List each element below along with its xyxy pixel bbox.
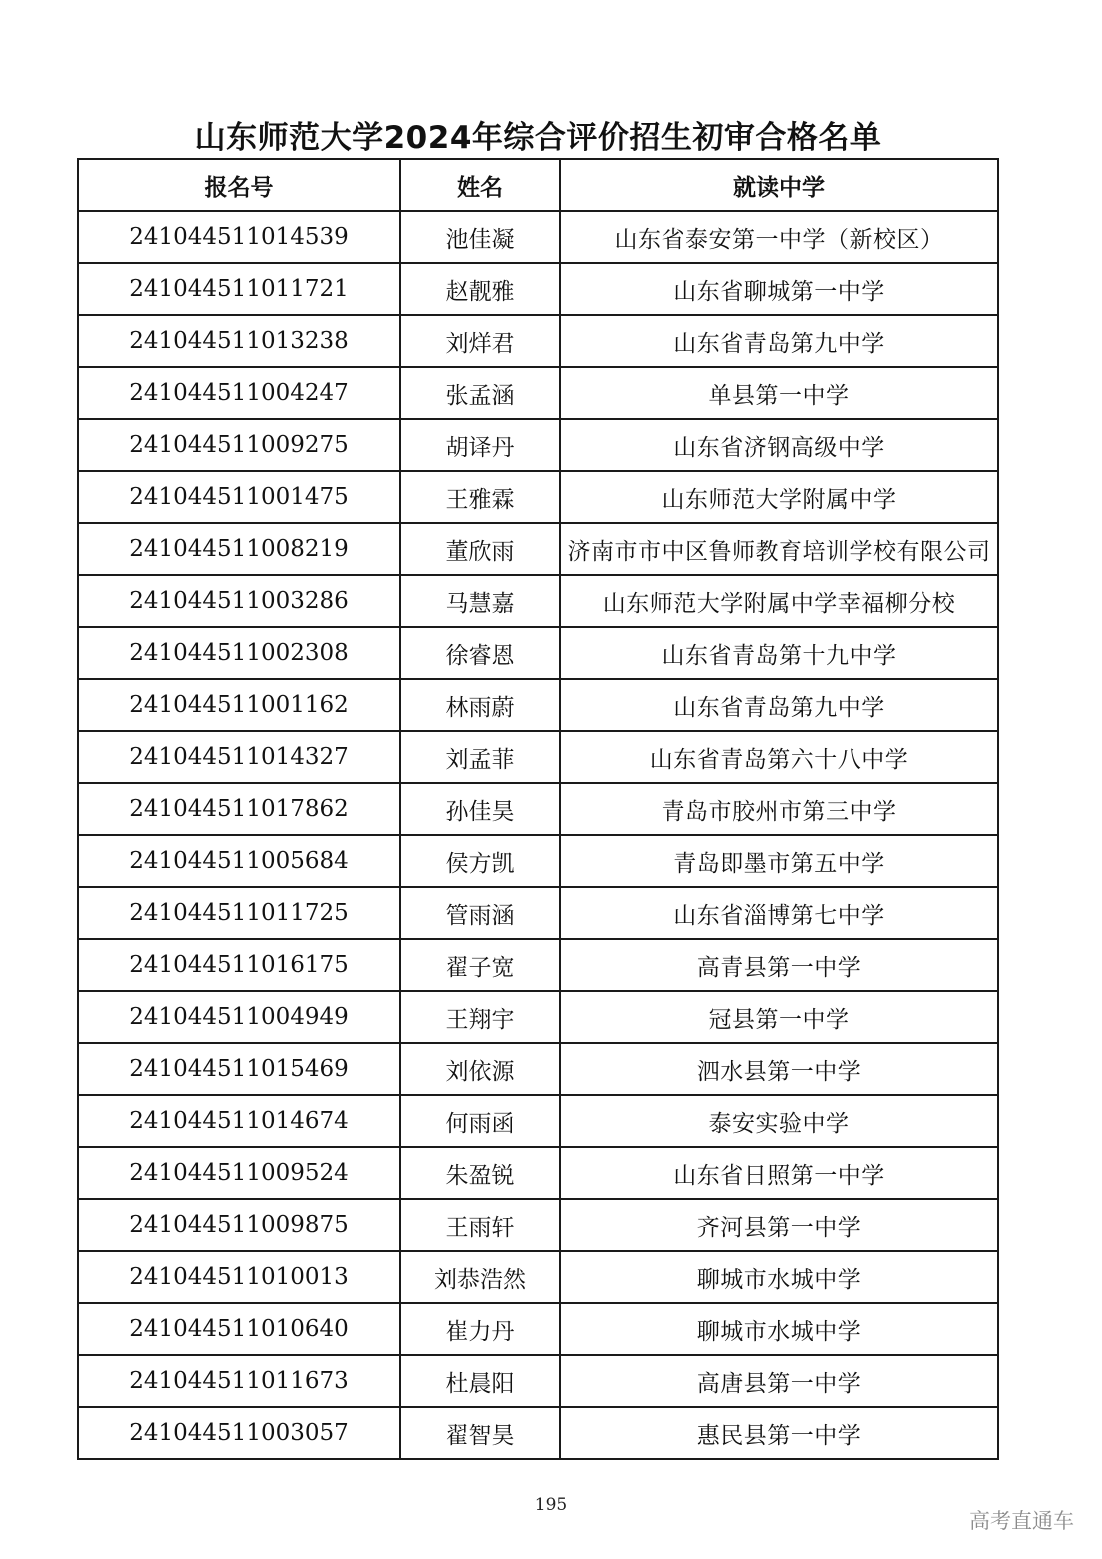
high-school-cell: 泗水县第一中学 <box>560 1043 998 1095</box>
registration-number-cell: 241044511013238 <box>78 315 400 367</box>
table-row <box>78 1199 998 1251</box>
registration-number-cell: 241044511011673 <box>78 1355 400 1407</box>
registration-number-cell: 241044511014539 <box>78 211 400 263</box>
header-name: 姓名 <box>400 159 560 211</box>
student-name-cell: 刘烊君 <box>400 315 560 367</box>
high-school-cell: 山东省聊城第一中学 <box>560 263 998 315</box>
student-name-cell: 翟智昊 <box>400 1407 560 1459</box>
high-school-cell: 单县第一中学 <box>560 367 998 419</box>
registration-number-cell: 241044511009875 <box>78 1199 400 1251</box>
student-name-cell: 王雨轩 <box>400 1199 560 1251</box>
registration-number-cell: 241044511009275 <box>78 419 400 471</box>
student-name-cell: 朱盈锐 <box>400 1147 560 1199</box>
high-school-cell: 山东省青岛第十九中学 <box>560 627 998 679</box>
table-row <box>78 523 998 575</box>
high-school-cell: 冠县第一中学 <box>560 991 998 1043</box>
high-school-cell: 山东省济钢高级中学 <box>560 419 998 471</box>
table-row <box>78 783 998 835</box>
page-number: 195 <box>534 1495 568 1515</box>
registration-number-cell: 241044511014327 <box>78 731 400 783</box>
registration-number-cell: 241044511011721 <box>78 263 400 315</box>
registration-number-cell: 241044511001475 <box>78 471 400 523</box>
student-name-cell: 张孟涵 <box>400 367 560 419</box>
high-school-cell: 泰安实验中学 <box>560 1095 998 1147</box>
high-school-cell: 山东师范大学附属中学 <box>560 471 998 523</box>
registration-number-cell: 241044511003057 <box>78 1407 400 1459</box>
high-school-cell: 高唐县第一中学 <box>560 1355 998 1407</box>
student-name-cell: 崔力丹 <box>400 1303 560 1355</box>
registration-number-cell: 241044511008219 <box>78 523 400 575</box>
student-name-cell: 赵靓雅 <box>400 263 560 315</box>
table-body <box>78 211 998 1459</box>
high-school-cell: 山东省青岛第六十八中学 <box>560 731 998 783</box>
student-name-cell: 管雨涵 <box>400 887 560 939</box>
registration-number-cell: 241044511017862 <box>78 783 400 835</box>
student-name-cell: 侯方凯 <box>400 835 560 887</box>
registration-number-cell: 241044511005684 <box>78 835 400 887</box>
high-school-cell: 山东省淄博第七中学 <box>560 887 998 939</box>
registration-number-cell: 241044511016175 <box>78 939 400 991</box>
student-name-cell: 胡译丹 <box>400 419 560 471</box>
student-name-cell: 林雨蔚 <box>400 679 560 731</box>
student-name-cell: 杜晨阳 <box>400 1355 560 1407</box>
registration-number-cell: 241044511003286 <box>78 575 400 627</box>
table-row <box>78 1251 998 1303</box>
student-name-cell: 王翔宇 <box>400 991 560 1043</box>
student-name-cell: 何雨函 <box>400 1095 560 1147</box>
high-school-cell: 山东省青岛第九中学 <box>560 679 998 731</box>
table-row <box>78 939 998 991</box>
table-row <box>78 367 998 419</box>
table-row <box>78 679 998 731</box>
table-row <box>78 731 998 783</box>
table-row <box>78 211 998 263</box>
table-row <box>78 263 998 315</box>
table-row <box>78 1147 998 1199</box>
high-school-cell: 高青县第一中学 <box>560 939 998 991</box>
registration-number-cell: 241044511010640 <box>78 1303 400 1355</box>
high-school-cell: 青岛即墨市第五中学 <box>560 835 998 887</box>
registration-number-cell: 241044511014674 <box>78 1095 400 1147</box>
table-row <box>78 1355 998 1407</box>
high-school-cell: 青岛市胶州市第三中学 <box>560 783 998 835</box>
high-school-cell: 山东省日照第一中学 <box>560 1147 998 1199</box>
table-row <box>78 1303 998 1355</box>
high-school-cell: 聊城市水城中学 <box>560 1251 998 1303</box>
high-school-cell: 山东省泰安第一中学（新校区） <box>560 211 998 263</box>
high-school-cell: 惠民县第一中学 <box>560 1407 998 1459</box>
header-registration-number: 报名号 <box>78 159 400 211</box>
high-school-cell: 山东师范大学附属中学幸福柳分校 <box>560 575 998 627</box>
student-name-cell: 刘恭浩然 <box>400 1251 560 1303</box>
table-row <box>78 1095 998 1147</box>
registration-number-cell: 241044511011725 <box>78 887 400 939</box>
registration-number-cell: 241044511015469 <box>78 1043 400 1095</box>
table-row <box>78 419 998 471</box>
registration-number-cell: 241044511004247 <box>78 367 400 419</box>
student-name-cell: 刘依源 <box>400 1043 560 1095</box>
student-name-cell: 徐睿恩 <box>400 627 560 679</box>
document-title: 山东师范大学2024年综合评价招生初审合格名单 <box>194 120 882 156</box>
student-name-cell: 董欣雨 <box>400 523 560 575</box>
admission-list-table <box>77 158 999 1460</box>
registration-number-cell: 241044511009524 <box>78 1147 400 1199</box>
student-name-cell: 马慧嘉 <box>400 575 560 627</box>
registration-number-cell: 241044511004949 <box>78 991 400 1043</box>
watermark-text: 高考直通车 <box>969 1509 1074 1533</box>
student-name-cell: 翟子宽 <box>400 939 560 991</box>
table-row <box>78 315 998 367</box>
high-school-cell: 齐河县第一中学 <box>560 1199 998 1251</box>
high-school-cell: 济南市市中区鲁师教育培训学校有限公司 <box>560 523 998 575</box>
student-name-cell: 王雅霖 <box>400 471 560 523</box>
table-row <box>78 1407 998 1459</box>
high-school-cell: 山东省青岛第九中学 <box>560 315 998 367</box>
table-row <box>78 575 998 627</box>
table-row <box>78 1043 998 1095</box>
header-high-school: 就读中学 <box>560 159 998 211</box>
table-row <box>78 471 998 523</box>
registration-number-cell: 241044511010013 <box>78 1251 400 1303</box>
student-name-cell: 池佳凝 <box>400 211 560 263</box>
table-row <box>78 627 998 679</box>
table-row <box>78 887 998 939</box>
table-header-row <box>78 159 998 211</box>
high-school-cell: 聊城市水城中学 <box>560 1303 998 1355</box>
student-name-cell: 刘孟菲 <box>400 731 560 783</box>
table-row <box>78 835 998 887</box>
table-row <box>78 991 998 1043</box>
student-name-cell: 孙佳昊 <box>400 783 560 835</box>
registration-number-cell: 241044511002308 <box>78 627 400 679</box>
registration-number-cell: 241044511001162 <box>78 679 400 731</box>
